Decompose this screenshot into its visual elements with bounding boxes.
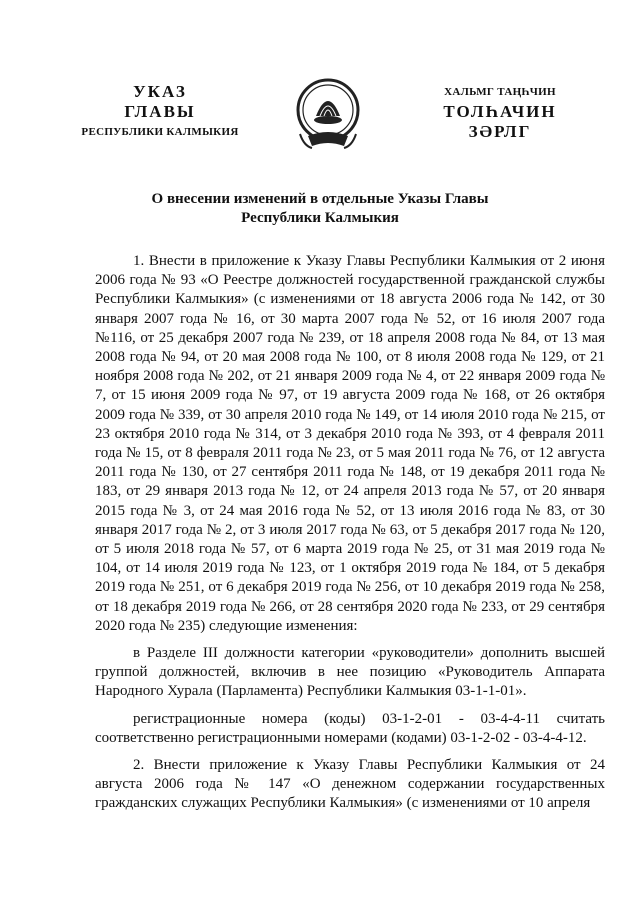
paragraph-2: в Разделе III должности категории «руководители» дополнить высшей группой должностей, включив в нее позицию «Руководитель Аппарата Народного Хурала (Парламента) Республики Калмыкия 03-1-1-01». (95, 645, 605, 700)
header-left-line2: ГЛАВЫ (124, 102, 196, 121)
paragraph-3: регистрационные номера (коды) 03-1-2-01 - 03-4-4-11 считать соответственно регистрационными номерами (кодами) 03-1-2-02 - 03-4-4-12. (95, 710, 605, 746)
paragraph-4: 2. Внести приложение к Указу Главы Республики Калмыкия от 24 августа 2006 года № 147 «О денежном содержании государственных гражданских служащих Республики Калмыкия» (с изменениями от 10 апреля (95, 757, 605, 812)
document-body (95, 252, 605, 814)
document-title-line2: Республики Калмыкия (241, 210, 399, 226)
header-right-line3: ЗӘРЛГ (468, 122, 532, 141)
header-left-line3: РЕСПУБЛИКИ КАЛМЫКИЯ (81, 126, 239, 138)
document-title (0, 190, 640, 228)
header-right-line2: ТОЛҺАЧИН (443, 102, 557, 121)
document-title-line1: О внесении изменений в отдельные Указы Главы (151, 191, 489, 207)
header-left-line1: УКАЗ (133, 82, 187, 101)
coat-of-arms-icon (294, 76, 362, 154)
header-right-line1: ХАЛЬМГ ТАҢҺЧИН (444, 86, 556, 98)
header-left-block (60, 82, 260, 142)
header-right-block (400, 82, 600, 142)
paragraph-1: 1. Внести в приложение к Указу Главы Республики Калмыкия от 2 июня 2006 года № 93 «О Реестре должностей государственной гражданской службы Республики Калмыкия» (с изменениями от 18 августа 2006 года № 142, от 30 января 2007 года № 16, от 30 марта 2007 года № 52, от 16 июля 2007 года №116, от 25 декабря 2007 года № 239, от 18 апреля 2008 года № 84, от 13 мая 2008 года № 94, от 20 мая 2008 года № 100, от 8 июля 2008 года № 129, от 21 ноября 2008 года № 202, от 21 января 2009 года № 4, от 22 января 2009 года № 7, от 15 июня 2009 года № 97, от 19 августа 2009 года № 168, от 26 октября 2009 года № 339, от 30 апреля 2010 года № 149, от 14 июля 2010 года № 215, от 23 октября 2010 года № 314, от 3 декабря 2010 года № 393, от 4 февраля 2011 года № 15, от 8 февраля 2011 года № 23, от 5 мая 2011 года № 76, от 12 августа 2011 года № 130, от 27 сентября 2011 года № 148, от 19 декабря 2011 года № 183, от 29 января 2013 года № 12, от 24 апреля 2013 года № 57, от 20 января 2015 года № 3, от 24 мая 2016 года № 52, от 13 июля 2016 года № 83, от 30 января 2017 года № 2, от 3 июля 2017 года № 63, от 5 декабря 2017 года № 120, от 5 июля 2018 года № 57, от 6 марта 2019 года № 25, от 31 мая 2019 года № 104, от 14 июля 2019 года № 123, от 1 октября 2019 года № 184, от 5 декабря 2019 года № 251, от 6 декабря 2019 года № 256, от 10 декабря 2019 года № 258, от 18 декабря 2019 года № 266, от 28 сентября 2020 года № 233, от 29 сентября 2020 года № 235) следующие изменения: (95, 253, 605, 634)
